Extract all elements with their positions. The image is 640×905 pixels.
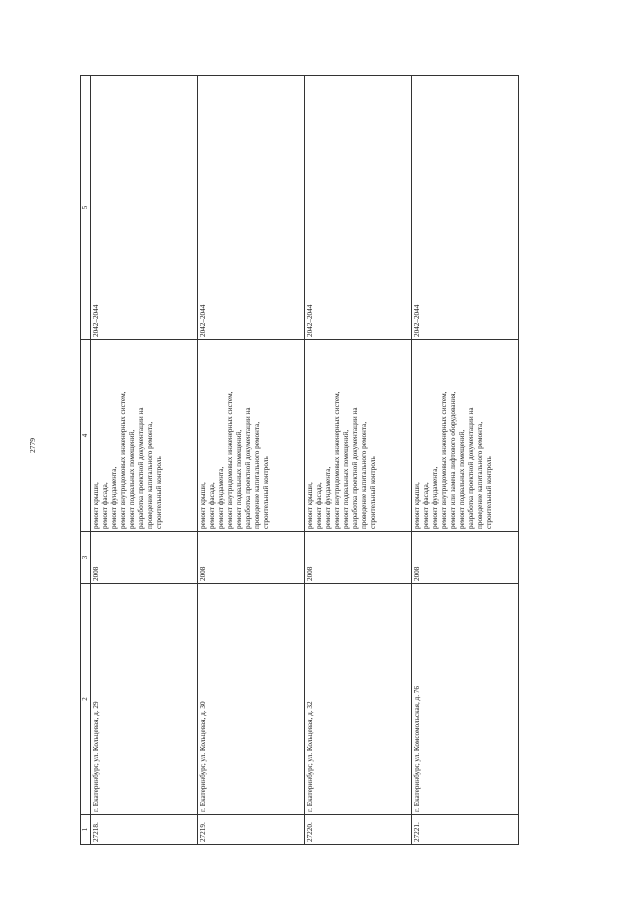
period-cell: 2042–2044 bbox=[411, 76, 518, 340]
row-number: 27219. bbox=[197, 815, 304, 845]
row-number: 27221. bbox=[411, 815, 518, 845]
header-row bbox=[81, 76, 91, 845]
work-item: разработка проектной документации на bbox=[466, 407, 475, 529]
period-cell: 2042–2044 bbox=[304, 76, 411, 340]
work-item: разработка проектной документации на bbox=[350, 407, 359, 529]
work-item: строительный контроль bbox=[368, 456, 377, 529]
work-item: ремонт или замена лифтового оборудования, bbox=[448, 391, 457, 529]
address-cell: г. Екатеринбург, ул. Кольцевая, д. 29 bbox=[90, 584, 197, 815]
work-item: ремонт фундамента, bbox=[216, 466, 225, 529]
header-cell-3: 3 bbox=[81, 532, 91, 584]
work-item: ремонт фундамента, bbox=[323, 466, 332, 529]
work-item: ремонт подвальных помещений, bbox=[457, 429, 466, 529]
work-item: ремонт фундамента, bbox=[109, 466, 118, 529]
work-item: ремонт внутридомовых инженерных систем, bbox=[332, 391, 341, 529]
table-row bbox=[90, 76, 197, 845]
table-row bbox=[197, 76, 304, 845]
work-item: разработка проектной документации на bbox=[243, 407, 252, 529]
work-item: ремонт подвальных помещений, bbox=[234, 429, 243, 529]
work-item: ремонт подвальных помещений, bbox=[341, 429, 350, 529]
work-item: строительный контроль bbox=[261, 456, 270, 529]
work-item: проведение капитального ремонта, bbox=[252, 421, 261, 529]
row-number: 27218. bbox=[90, 815, 197, 845]
year-cell: 2008 bbox=[197, 532, 304, 584]
work-item: строительный контроль bbox=[154, 456, 163, 529]
works-cell bbox=[90, 340, 197, 532]
work-item: строительный контроль bbox=[484, 456, 493, 529]
work-item: проведение капитального ремонта, bbox=[475, 421, 484, 529]
work-item: ремонт внутридомовых инженерных систем, bbox=[118, 391, 127, 529]
work-item: ремонт фасада, bbox=[421, 482, 430, 529]
work-item: проведение капитального ремонта, bbox=[359, 421, 368, 529]
work-item: ремонт крыши, bbox=[305, 482, 314, 529]
header-cell-5: 5 bbox=[81, 76, 91, 340]
work-item: проведение капитального ремонта, bbox=[145, 421, 154, 529]
work-item: ремонт крыши, bbox=[198, 482, 207, 529]
header-cell-4: 4 bbox=[81, 340, 91, 532]
work-item: разработка проектной документации на bbox=[136, 407, 145, 529]
rotated-table-container bbox=[80, 76, 532, 845]
work-item: ремонт подвальных помещений, bbox=[127, 429, 136, 529]
year-cell: 2008 bbox=[411, 532, 518, 584]
table-row bbox=[304, 76, 411, 845]
header-cell-1: 1 bbox=[81, 815, 91, 845]
address-cell: г. Екатеринбург, ул. Комсомольская, д. 76 bbox=[411, 584, 518, 815]
table-row bbox=[411, 76, 518, 845]
work-item: ремонт фасада, bbox=[314, 482, 323, 529]
work-item: ремонт крыши, bbox=[412, 482, 421, 529]
period-cell: 2042–2044 bbox=[197, 76, 304, 340]
work-item: ремонт фасада, bbox=[207, 482, 216, 529]
year-cell: 2008 bbox=[90, 532, 197, 584]
works-cell bbox=[304, 340, 411, 532]
page-number: 2779 bbox=[28, 438, 37, 453]
works-cell bbox=[411, 340, 518, 532]
repair-schedule-table bbox=[80, 75, 519, 845]
work-item: ремонт крыши, bbox=[91, 482, 100, 529]
work-item: ремонт внутридомовых инженерных систем, bbox=[439, 391, 448, 529]
year-cell: 2008 bbox=[304, 532, 411, 584]
address-cell: г. Екатеринбург, ул. Кольцевая, д. 30 bbox=[197, 584, 304, 815]
works-cell bbox=[197, 340, 304, 532]
row-number: 27220. bbox=[304, 815, 411, 845]
period-cell: 2042–2044 bbox=[90, 76, 197, 340]
address-cell: г. Екатеринбург, ул. Кольцевая, д. 32 bbox=[304, 584, 411, 815]
header-cell-2: 2 bbox=[81, 584, 91, 815]
work-item: ремонт внутридомовых инженерных систем, bbox=[225, 391, 234, 529]
work-item: ремонт фундамента, bbox=[430, 466, 439, 529]
work-item: ремонт фасада, bbox=[100, 482, 109, 529]
